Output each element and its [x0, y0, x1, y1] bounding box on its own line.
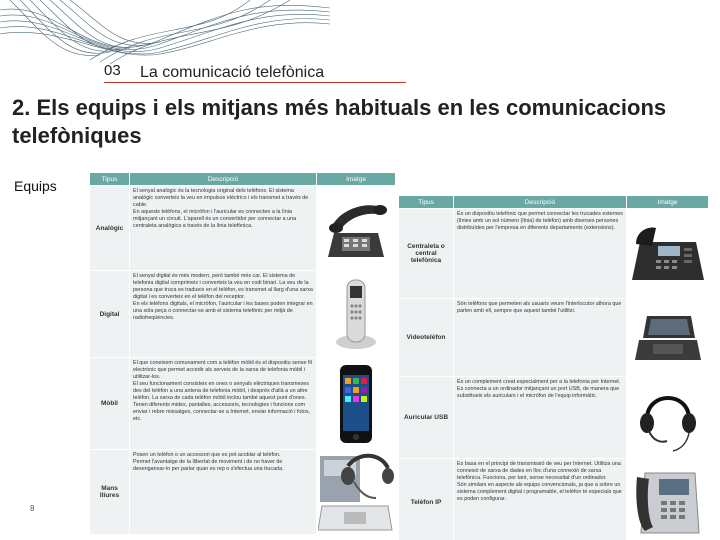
row-description: Posen un telèfon o un accessori que es pot acoblar al telèfon. Permet l'avantatge de la llibertat de moviment i de no haver de desenganxar-lo per parlar quan es rep o s'efectua una trucada.	[130, 450, 317, 535]
chapter-title: La comunicació telefònica	[140, 64, 325, 81]
decorative-mesh-graphic	[0, 0, 330, 70]
row-type: Mòbil	[90, 358, 130, 450]
row-description: El senyal analògic és la tecnologia original dels telèfons. El sistema analògic converteix la veu en impulsos elèctrics i els transmet a través de cable. En aquests telèfons, el micròfon i l'auricular es connecten a la línia mitjançant un circuit. L'aparell és un convertidor per connectar a una centraleta analògica a través de la línia telefònica.	[130, 186, 317, 271]
page-title: 2. Els equips i els mitjans més habituals en les comunicacions telefòniques	[12, 95, 667, 148]
header-rule	[104, 82, 406, 83]
headset-phone-icon	[317, 450, 396, 535]
table-row	[399, 459, 709, 540]
equipment-table-left	[89, 172, 396, 535]
row-type: Analògic	[90, 186, 130, 271]
page-number: 8	[30, 504, 35, 513]
column-header-type: Tipus	[90, 173, 130, 186]
table-header-row	[90, 173, 396, 186]
table-row	[399, 209, 709, 299]
video-phone-icon	[627, 299, 709, 377]
column-header-description: Descripció	[130, 173, 317, 186]
row-type: Telèfon IP	[399, 459, 454, 540]
table-header-row	[399, 196, 709, 209]
column-header-image: Imatge	[627, 196, 709, 209]
smartphone-icon	[317, 358, 396, 450]
table-row	[90, 271, 396, 358]
table-row	[90, 450, 396, 535]
switchboard-phone-icon	[627, 209, 709, 299]
column-header-description: Descripció	[454, 196, 627, 209]
table-row	[90, 186, 396, 271]
usb-headset-icon	[627, 377, 709, 459]
column-header-image: Imatge	[317, 173, 396, 186]
row-description: El senyal digital és més modern, però també més car. El sistema de telefonia digital comprimeix i converteix la veu en codi binari. La veu de la persona que truca es tradueix en el telèfon, es transmet al llarg d'una xarxa digital i es converteix en el telèfon del receptor. En els telèfons digitals, el micròfon, l'auricular i les bases poden integrar en una sola peça o connectar-se amb el sistema telefònic per mitjà de radiofreqüències.	[130, 271, 317, 358]
row-type: Digital	[90, 271, 130, 358]
row-description: Són telèfons que permeten als usuaris veure l'interlocutor alhora que parlen amb ell, sempre que aquest també l'utilitzi.	[454, 299, 627, 377]
table-row	[399, 299, 709, 377]
chapter-number: 03	[104, 62, 121, 79]
row-type: Auricular USB	[399, 377, 454, 459]
row-type: Videotelèfon	[399, 299, 454, 377]
row-type: Centraleta o central telefònica	[399, 209, 454, 299]
equipment-table-right	[398, 195, 709, 540]
column-header-type: Tipus	[399, 196, 454, 209]
ip-phone-icon	[627, 459, 709, 540]
table-row	[90, 358, 396, 450]
row-type: Mans lliures	[90, 450, 130, 535]
row-description: Es basa en el principi de transmissió de veu per Internet. Utilitza una connexió de xarxa de dades en lloc d'una connexió de xarxa telefònica. Funciona, per tant, sense necessitat d'un ordinador. Són similars en aspecte als equips convencionals, ja que a sobre un sistema complement digital i programable, el telèfon té especials que es poden configurar.	[454, 459, 627, 540]
row-description: És un complement creat especialment per a la telefonia per Internet. Es connecta a un ordinador mitjançant un port USB, de manera que substitueix els auriculars i el micròfon de l'equip informàtic.	[454, 377, 627, 459]
cordless-phone-icon	[317, 271, 396, 358]
analog-desk-phone-icon	[317, 186, 396, 271]
section-label: Equips	[14, 178, 57, 194]
row-description: El que coneixem comunament com a telèfon mòbil és el dispositiu sense fil electrònic que permet accedir als serveis de la xarxa de telefonia mòbil i utilitzar-los. El seu funcionament consisteix en ones o senyals elèctriques transmeses des del telèfon a una antena de telefonia mòbil, i després d'allà a un altre telèfon. La xarxa de cada telèfon mòbil inclou també aquest punt d'ones. Tenen diferents mides, pantalles, accessoris, tecnologies i funcions com enviar i rebre missatges, connectar-se a Internet, enviar informació i fotos, etc.	[130, 358, 317, 450]
row-description: És un dispositiu telefònic que permet connectar les trucades externes (línies amb un sol número (línia) de telèfon) amb diverses persones distribuïdes per l'empresa en diferents departaments (extensions).	[454, 209, 627, 299]
table-row	[399, 377, 709, 459]
